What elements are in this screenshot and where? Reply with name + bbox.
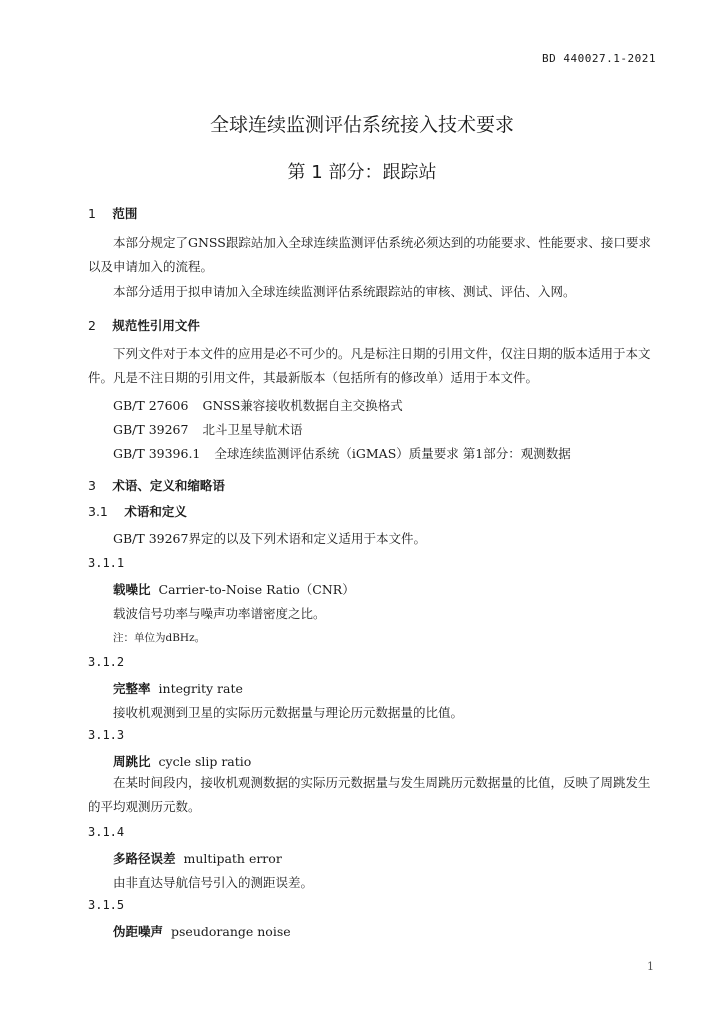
subsection-3-1-heading	[88, 502, 187, 520]
term-number: 3.1.3	[88, 728, 125, 742]
term-note: 注：单位为dBHz。	[113, 632, 206, 644]
section-number: 1	[88, 206, 96, 221]
term-number: 3.1.2	[88, 655, 125, 669]
reference-code: GB/T 27606	[113, 398, 189, 413]
term-definition: 接收机观测到卫星的实际历元数据量与理论历元数据量的比值。	[113, 705, 464, 720]
section-title: 范围	[112, 206, 138, 221]
term-number: 3.1.1	[88, 556, 125, 570]
subsection-title: 术语和定义	[124, 504, 187, 519]
scope-paragraph-1: 本部分规定了GNSS跟踪站加入全球连续监测评估系统必须达到的功能要求、性能要求、接口要求以及申请加入的流程。	[88, 235, 651, 274]
term-english: multipath error	[183, 851, 282, 866]
reference-item	[113, 420, 302, 438]
term-chinese: 完整率	[113, 681, 151, 696]
subsection-number: 3.1	[88, 504, 108, 519]
term-chinese: 周跳比	[113, 754, 151, 769]
term-english: integrity rate	[158, 681, 243, 696]
standard-code: BD 440027.1-2021	[542, 52, 656, 65]
section-title: 规范性引用文件	[112, 318, 200, 333]
terms-intro: GB/T 39267界定的以及下列术语和定义适用于本文件。	[113, 531, 426, 546]
document-subtitle: 第 1 部分：跟踪站	[287, 162, 437, 183]
document-title: 全球连续监测评估系统接入技术要求	[209, 114, 514, 136]
reference-title: GNSS兼容接收机数据自主交换格式	[202, 398, 403, 413]
term-definition: 在某时间段内，接收机观测数据的实际历元数据量与发生周跳历元数据量的比值，反映了周跳发生的平均观测历元数。	[88, 775, 651, 814]
reference-title: 北斗卫星导航术语	[202, 422, 303, 437]
term-chinese: 伪距噪声	[113, 924, 164, 939]
term-chinese: 多路径误差	[113, 851, 176, 866]
term-entry	[113, 922, 291, 940]
term-entry	[113, 849, 282, 867]
reference-title: 全球连续监测评估系统（iGMAS）质量要求 第1部分：观测数据	[214, 446, 571, 461]
reference-code: GB/T 39396.1	[113, 446, 201, 461]
term-entry	[113, 580, 355, 598]
section-1-heading	[88, 204, 137, 222]
section-number: 3	[88, 478, 96, 493]
term-english: pseudorange noise	[171, 924, 291, 939]
section-2-heading	[88, 316, 200, 334]
term-english: cycle slip ratio	[158, 754, 252, 769]
section-number: 2	[88, 318, 96, 333]
term-definition: 由非直达导航信号引入的测距误差。	[113, 875, 314, 890]
term-number: 3.1.4	[88, 825, 125, 839]
term-entry	[113, 679, 243, 697]
term-definition: 载波信号功率与噪声功率谱密度之比。	[113, 606, 326, 621]
reference-code: GB/T 39267	[113, 422, 189, 437]
section-3-heading	[88, 476, 225, 494]
references-intro: 下列文件对于本文件的应用是必不可少的。凡是标注日期的引用文件，仅注日期的版本适用于本文件。凡是不注日期的引用文件，其最新版本（包括所有的修改单）适用于本文件。	[88, 346, 651, 385]
term-entry	[113, 752, 251, 770]
section-title: 术语、定义和缩略语	[112, 478, 225, 493]
term-english: Carrier-to-Noise Ratio（CNR）	[158, 582, 355, 597]
scope-paragraph-2: 本部分适用于拟申请加入全球连续监测评估系统跟踪站的审核、测试、评估、入网。	[113, 284, 576, 299]
term-number: 3.1.5	[88, 898, 125, 912]
reference-item	[113, 444, 571, 462]
page-number: 1	[647, 960, 654, 973]
reference-item	[113, 396, 403, 414]
term-chinese: 载噪比	[113, 582, 151, 597]
